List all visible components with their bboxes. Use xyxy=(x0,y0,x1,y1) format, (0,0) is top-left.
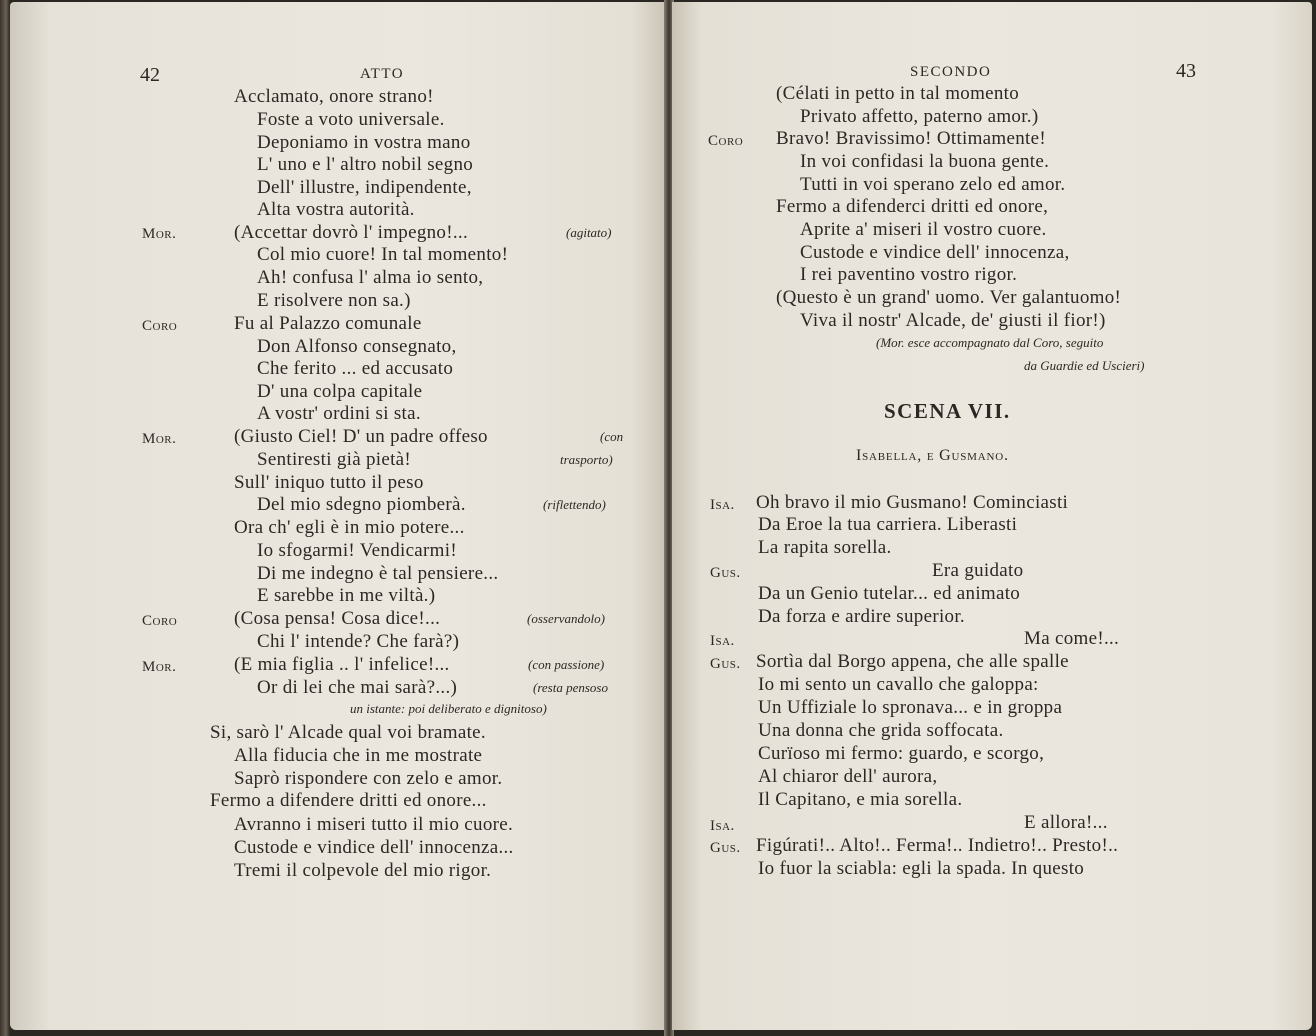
verse-line: (Accettar dovrò l' impegno!... xyxy=(234,222,469,243)
speaker-label: Gus. xyxy=(710,656,741,672)
verse-line: Deponiamo in vostra mano xyxy=(257,132,471,153)
stage-direction: trasporto) xyxy=(560,452,613,467)
page-number: 43 xyxy=(1176,60,1196,82)
speaker-label: Mor. xyxy=(142,431,177,447)
verse-line: (Giusto Ciel! D' un padre offeso xyxy=(234,426,488,447)
page-number: 42 xyxy=(140,64,160,86)
speaker-label: Gus. xyxy=(710,840,741,856)
speaker-label: Isa. xyxy=(710,818,735,834)
verse-line: Custode e vindice dell' innocenza, xyxy=(800,242,1070,263)
verse-line: Da Eroe la tua carriera. Liberasti xyxy=(758,514,1018,535)
speaker-label: Coro xyxy=(142,613,178,629)
verse-line: Or di lei che mai sarà?...) xyxy=(257,677,458,698)
verse-line: Fermo a difendere dritti ed onore... xyxy=(210,790,487,811)
speaker-label: Gus. xyxy=(710,565,741,581)
verse-line: Aprite a' miseri il vostro cuore. xyxy=(800,219,1047,240)
verse-line: (Célati in petto in tal momento xyxy=(776,83,1020,104)
verse-line: Custode e vindice dell' innocenza... xyxy=(234,837,514,858)
verse-line: D' una colpa capitale xyxy=(257,381,423,402)
verse-line: Di me indegno è tal pensiere... xyxy=(257,563,499,584)
speaker-label: Mor. xyxy=(142,659,177,675)
verse-line: Oh bravo il mio Gusmano! Cominciasti xyxy=(756,492,1069,513)
stage-direction: (Mor. esce accompagnato dal Coro, seguito xyxy=(876,335,1104,350)
verse-line: E risolvere non sa.) xyxy=(257,290,411,311)
verse-line: Dell' illustre, indipendente, xyxy=(257,177,472,198)
stage-direction: (resta pensoso xyxy=(533,680,608,695)
verse-line: Sortìa dal Borgo appena, che alle spalle xyxy=(756,651,1069,672)
scene-title: SCENA VII. xyxy=(884,399,1011,423)
speaker-label: Isa. xyxy=(710,497,735,513)
verse-line: Tremi il colpevole del mio rigor. xyxy=(234,860,492,881)
verse-line: Saprò rispondere con zelo e amor. xyxy=(234,768,503,789)
verse-line: Che ferito ... ed accusato xyxy=(257,358,454,379)
verse-line: E sarebbe in me viltà.) xyxy=(257,585,436,606)
verse-line: Tutti in voi sperano zelo ed amor. xyxy=(800,174,1066,195)
running-head: ATTO xyxy=(360,66,405,82)
verse-line: Sentiresti già pietà! xyxy=(257,449,412,470)
verse-line: Si, sarò l' Alcade qual voi bramate. xyxy=(210,722,486,743)
verse-line: Del mio sdegno piomberà. xyxy=(257,494,466,515)
verse-line: L' uno e l' altro nobil segno xyxy=(257,154,474,175)
verse-line: Alta vostra autorità. xyxy=(257,199,415,220)
verse-line: Figúrati!.. Alto!.. Ferma!.. Indietro!.. Presto!.. xyxy=(756,835,1119,856)
verse-line: Io fuor la sciabla: egli la spada. In questo xyxy=(758,858,1085,879)
left-page xyxy=(10,2,666,1030)
verse-line: Curïoso mi fermo: guardo, e scorgo, xyxy=(758,743,1045,764)
running-head: SECONDO xyxy=(910,64,992,80)
verse-line: Chi l' intende? Che farà?) xyxy=(257,631,460,652)
verse-line: Viva il nostr' Alcade, de' giusti il fior!) xyxy=(800,310,1106,331)
verse-line: Il Capitano, e mia sorella. xyxy=(758,789,963,810)
verse-line: Col mio cuore! In tal momento! xyxy=(257,244,509,265)
verse-line: Don Alfonso consegnato, xyxy=(257,336,457,357)
verse-line: Sull' iniquo tutto il peso xyxy=(234,472,424,493)
verse-line: (Cosa pensa! Cosa dice!... xyxy=(234,608,441,629)
verse-line: Da forza e ardire superior. xyxy=(758,606,965,627)
speaker-label: Isa. xyxy=(710,633,735,649)
verse-line: (E mia figlia .. l' infelice!... xyxy=(234,654,450,675)
stage-direction: (osservandolo) xyxy=(527,611,605,626)
stage-direction: un istante: poi deliberato e dignitoso) xyxy=(350,701,547,716)
verse-line: Avranno i miseri tutto il mio cuore. xyxy=(234,814,514,835)
speaker-label: Mor. xyxy=(142,226,177,242)
verse-line: Io mi sento un cavallo che galoppa: xyxy=(758,674,1039,695)
stage-direction: da Guardie ed Uscieri) xyxy=(1024,358,1145,373)
stage-direction: (agitato) xyxy=(566,225,612,240)
verse-line: Era guidato xyxy=(932,560,1024,581)
verse-line: In voi confidasi la buona gente. xyxy=(800,151,1050,172)
verse-line: I rei paventino vostro rigor. xyxy=(800,264,1018,285)
verse-line: Acclamato, onore strano! xyxy=(234,86,434,107)
verse-line: Privato affetto, paterno amor.) xyxy=(800,106,1039,127)
verse-line: Ah! confusa l' alma io sento, xyxy=(257,267,484,288)
scene-characters: Isabella, e Gusmano. xyxy=(856,447,1009,464)
verse-line: Io sfogarmi! Vendicarmi! xyxy=(257,540,457,561)
verse-line: Foste a voto universale. xyxy=(257,109,445,130)
verse-line: A vostr' ordini si sta. xyxy=(257,403,421,424)
verse-line: Fermo a difenderci dritti ed onore, xyxy=(776,196,1049,217)
verse-line: Ma come!... xyxy=(1024,628,1120,649)
right-page xyxy=(672,2,1312,1030)
verse-line: Al chiaror dell' aurora, xyxy=(758,766,938,787)
stage-direction: (con xyxy=(600,429,624,444)
verse-line: Bravo! Bravissimo! Ottimamente! xyxy=(776,128,1046,149)
verse-line: (Questo è un grand' uomo. Ver galantuomo! xyxy=(776,287,1122,308)
speaker-label: Coro xyxy=(708,133,744,149)
stage-direction: (con passione) xyxy=(528,657,605,672)
speaker-label: Coro xyxy=(142,318,178,334)
verse-line: Una donna che grida soffocata. xyxy=(758,720,1004,741)
verse-line: Fu al Palazzo comunale xyxy=(234,313,422,334)
verse-line: La rapita sorella. xyxy=(758,537,892,558)
stage-direction: (riflettendo) xyxy=(543,497,606,512)
verse-line: Un Uffiziale lo spronava... e in groppa xyxy=(758,697,1063,718)
verse-line: Alla fiducia che in me mostrate xyxy=(234,745,483,766)
verse-line: E allora!... xyxy=(1024,812,1108,833)
verse-line: Da un Genio tutelar... ed animato xyxy=(758,583,1021,604)
verse-line: Ora ch' egli è in mio potere... xyxy=(234,517,465,538)
